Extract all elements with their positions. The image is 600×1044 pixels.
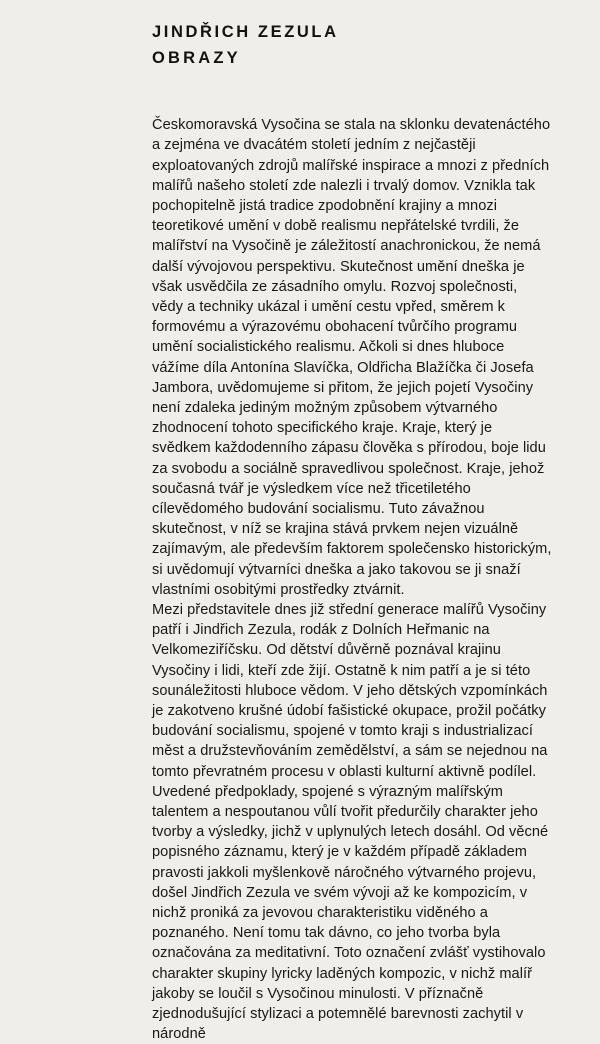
page-content <box>152 20 552 1044</box>
document-body <box>152 115 552 1044</box>
page-subtitle: OBRAZY <box>152 48 241 67</box>
paragraph-2: Mezi představitele dnes již střední generace malířů Vysočiny patří i Jindřich Zezula, rodák z Dolních Heřmanic na Velkomeziříčsku. Od dětství důvěrně poznával krajinu Vysočiny i lidi, kteří zde žijí. Ostatně k nim patří a je si této sounáležitosti hluboce vědom. V jeho dětských vzpomínkách je zakotveno krušné údobí fašistické okupace, prožil počátky budování socialismu, spojené v tomto kraji s industrializací měst a družstevňováním zemědělství, a sám se nejednou na tomto převratném procesu v oblasti kulturní aktivně podílel. Uvedené předpoklady, spojené s výrazným malířským talentem a nespoutanou vůlí tvořit předurčily charakter jeho tvorby a výsledky, jichž v uplynulých letech dosáhl. Od věcné popisného záznamu, který je v každém případě základem pravosti jakkoli myšlenkově náročného výtvarného projevu, došel Jindřich Zezula ve svém vývoji až ke kompozicím, v nichž proniká za jevovou charakteristiku viděného a poznaného. Není tomu tak dávno, co jeho tvorba byla označována za meditativní. Toto označení zvlášť vystihovalo charakter skupiny lyricky laděných kompozic, v nichž malíř jakoby se loučil s Vysočinou minulosti. V příznačně zjednodušující stylizaci a potemnělé barevnosti zachytil v národně <box>152 602 549 1043</box>
paragraph-1: Českomoravská Vysočina se stala na sklonku devatenáctého a zejména ve dvacátém století jedním z nejčastěji exploatovaných zdrojů malířské inspirace a mnozi z předních malířů našeho století zde nalezli i trvalý domov. Vznikla tak pochopitelně jistá tradice zpodobnění krajiny a mnozi teoretikové umění v době realismu nepřátelské tvrdili, že malířství na Vysočině je záležitostí anachronickou, že nemá další vývojovou perspektivu. Skutečnost umění dneška je však usvědčila ze zásadního omylu. Rozvoj společnosti, vědy a techniky ukázal i umění cestu vpřed, směrem k formovému a výrazovému obohacení tvůrčího programu umění socialistického realismu. Ačkoli si dnes hluboce vážíme díla Antonína Slavíčka, Oldřicha Blažíčka či Josefa Jambora, uvědomujeme si přitom, že jejich pojetí Vysočiny není zdaleka jediným možným způsobem výtvarného zhodnocení tohoto specifického kraje. Kraje, který je svědkem každodenního zápasu člověka s přírodou, boje lidu za svobodu a sociálně spravedlivou společnost. Kraje, jehož současná tvář je výsledkem více než třicetiletého cílevědomého budování socialismu. Tuto závažnou skutečnost, v níž se krajina stává prvkem nejen vizuálně zajímavým, ale především faktorem společensko historickým, si uvědomují výtvarníci dneška a jako takovou se ji snaží vlastními osobitými prostředky ztvárnit. <box>152 117 552 598</box>
page-title: JINDŘICH ZEZULA <box>152 23 339 41</box>
document-title-block <box>152 20 552 71</box>
